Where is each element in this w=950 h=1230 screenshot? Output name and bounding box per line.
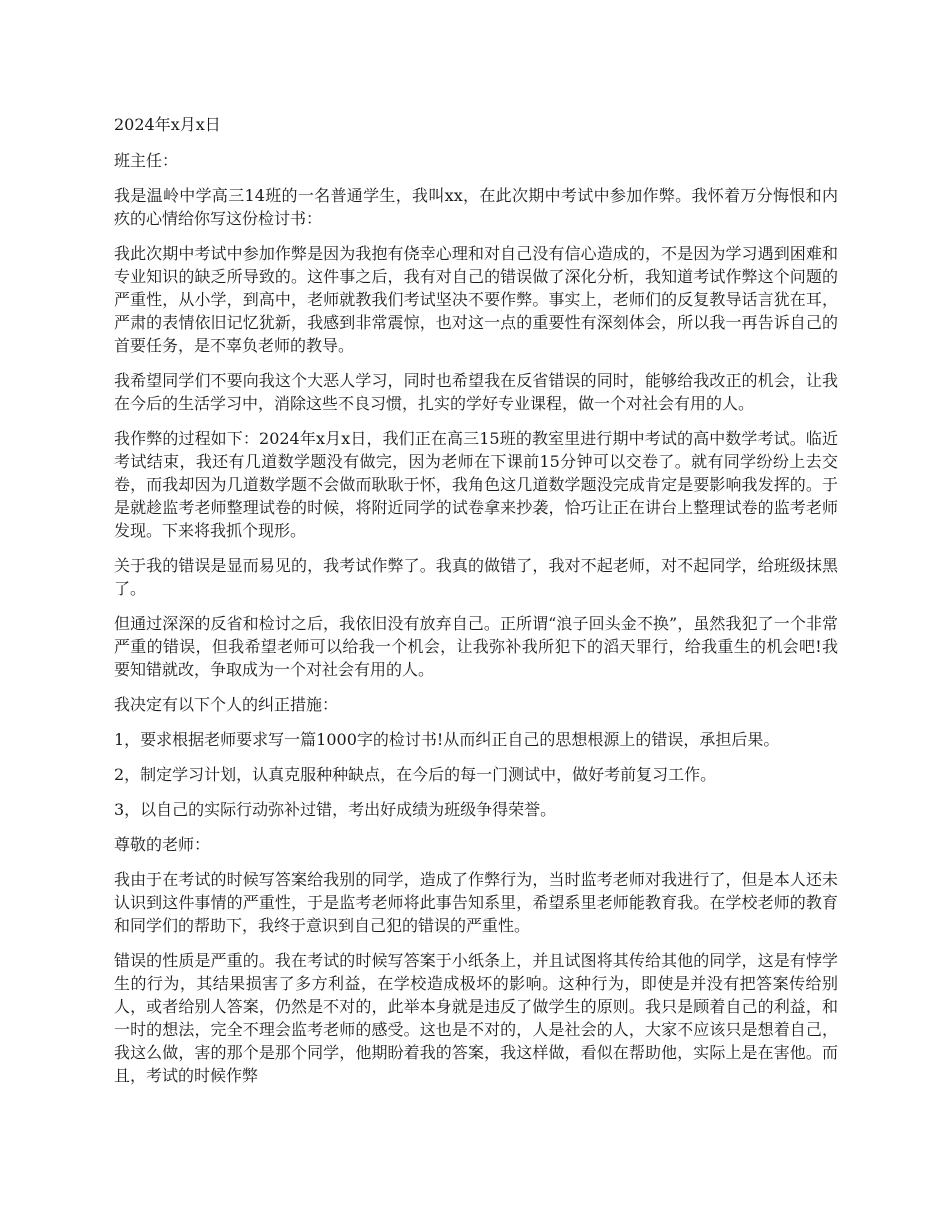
paragraph-process: 我作弊的过程如下：2024年x月x日，我们正在高三15班的教室里进行期中考试的高中数学考试。临近考试结束，我还有几道数学题没有做完，因为老师在下课前15分钟可以交卷了。就有同学纷纷上去交卷，而我却因为几道数学题不会做而耿耿于怀，我角色这几道数学题没完成肯定是要影响我发挥的。于是就趁监考老师整理试卷的时候，将附近同学的试卷拿来抄袭，恰巧让正在讲台上整理试卷的监考老师发现。下来将我抓个现形。 (114, 429, 838, 540)
paragraph-seriousness: 错误的性质是严重的。我在考试的时候写答案于小纸条上，并且试图将其传给其他的同学，这是有悖学生的行为，其结果损害了多方利益，在学校造成极坏的影响。这种行为，即使是并没有把答案传给别人，或者给别人答案，仍然是不对的，此举本身就是违反了做学生的原则。我只是顾着自己的利益，和一时的想法，完全不理会监考老师的感受。这也是不对的，人是社会的人，大家不应该只是想着自己，我这么做，害的那个是那个同学，他期盼着我的答案，我这样做，看似在帮助他，实际上是在害他。而且，考试的时候作弊 (114, 951, 838, 1085)
paragraph-hope: 我希望同学们不要向我这个大恶人学习，同时也希望我在反省错误的同时，能够给我改正的机会，让我在今后的生活学习中，消除这些不良习惯，扎实的学好专业课程，做一个对社会有用的人。 (114, 371, 838, 413)
measure-item-3: 3，以自己的实际行动弥补过错，考出好成绩为班级争得荣誉。 (114, 800, 557, 819)
paragraph-measures-intro: 我决定有以下个人的纠正措施： (114, 695, 339, 714)
paragraph-reflection: 但通过深深的反省和检讨之后，我依旧没有放弃自己。正所谓“浪子回头金不换”，虽然我犯了一个非常严重的错误，但我希望老师可以给我一个机会，让我弥补我所犯下的滔天罪行，给我重生的机会吧!我要知错就改，争取成为一个对社会有用的人。 (114, 614, 838, 679)
paragraph-intro: 我是温岭中学高三14班的一名普通学生，我叫xx，在此次期中考试中参加作弊。我怀着万分悔恨和内疚的心情给你写这份检讨书： (114, 186, 838, 228)
paragraph-second-letter: 我由于在考试的时候写答案给我别的同学，造成了作弊行为，当时监考老师对我进行了，但是本人还未认识到这件事情的严重性，于是监考老师将此事告知系里，希望系里老师能教育我。在学校老师的教育和同学们的帮助下，我终于意识到自己犯的错误的严重性。 (114, 870, 838, 935)
paragraph-reason: 我此次期中考试中参加作弊是因为我抱有侥幸心理和对自己没有信心造成的，不是因为学习遇到困难和专业知识的缺乏所导致的。这件事之后，我有对自己的错误做了深化分析，我知道考试作弊这个问题的严重性，从小学，到高中，老师就教我们考试坚决不要作弊。事实上，老师们的反复教导话言犹在耳，严肃的表情依旧记忆犹新，我感到非常震惊，也对这一点的重要性有深刻体会，所以我一再告诉自己的首要任务，是不辜负老师的教导。 (114, 244, 838, 355)
paragraph-admission: 关于我的错误是显而易见的，我考试作弊了。我真的做错了，我对不起老师，对不起同学，给班级抹黑了。 (114, 556, 838, 598)
date-line: 2024年x月x日 (114, 115, 221, 134)
measure-item-1: 1，要求根据老师要求写一篇1000字的检讨书!从而纠正自己的思想根源上的错误，承担后果。 (114, 730, 780, 749)
salutation-teacher: 尊敬的老师： (114, 835, 211, 854)
salutation-head-teacher: 班主任： (114, 151, 179, 170)
measure-item-2: 2，制定学习计划，认真克服种种缺点，在今后的每一门测试中，做好考前复习工作。 (114, 765, 717, 784)
